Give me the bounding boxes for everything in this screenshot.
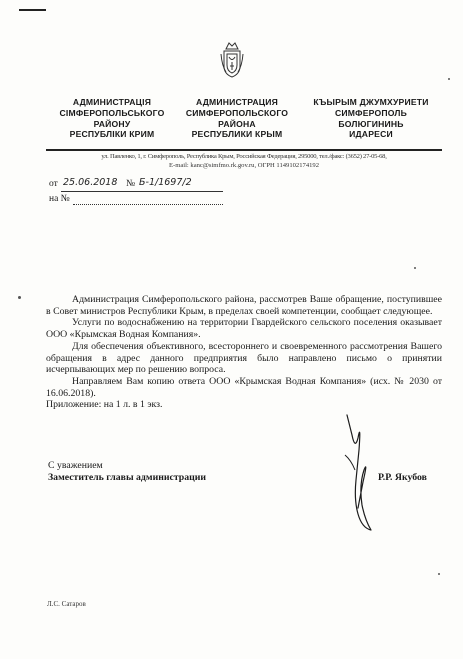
header-divider (46, 149, 442, 151)
closing-position: Заместитель главы администрации (48, 472, 207, 483)
header-right-line: ИДАРЕСИ (349, 129, 393, 140)
header-left-line: РАЙОНУ (93, 118, 131, 129)
reg-date-row (49, 179, 289, 193)
reg-number-handwritten: Б-1/1697/2 (139, 177, 192, 188)
scan-speck (18, 296, 21, 299)
scan-mark (19, 9, 46, 11)
contacts-line-1: ул. Павленко, 1, г. Симферополь, Республика Крым, Российская Федерация, 295000, тел./факс: (3652) 27-05-68, (101, 153, 387, 160)
reg-date-handwritten: 25.06.2018 (63, 177, 118, 188)
letter-body (46, 294, 442, 411)
body-paragraph-4: Направляем Вам копию ответа ООО «Крымская Водная Компания» (исх. № 2030 от 16.06.2018). (46, 375, 442, 399)
scan-speck (438, 573, 440, 575)
header-right-line: КЪЫРЫМ ДЖУМХУРИЕТИ (313, 97, 429, 107)
closing-name: Р.Р. Якубов (378, 472, 427, 483)
header-right-block (301, 97, 441, 140)
reg-number-label: № (126, 179, 136, 189)
header-center-line: АДМИНИСТРАЦИЯ (195, 97, 279, 107)
header-left-line: РЕСПУБЛІКИ КРИМ (69, 129, 155, 140)
body-attachment: Приложение: на 1 л. в 1 экз. (46, 399, 163, 411)
header-center-block (175, 97, 299, 140)
signature (325, 410, 380, 535)
header-left-line: СІМФЕРОПОЛЬСЬКОГО (59, 107, 165, 118)
scan-speck (414, 267, 416, 269)
body-paragraph-1: Администрация Симферопольского района, рассмотрев Ваше обращение, поступившее в Совет министров Республики Крым, в пределах своей компетенции, сообщает следующее. (46, 294, 442, 317)
reg-incoming-row (49, 194, 289, 208)
contacts-line-2: E-mail: kanc@simfmo.rk.gov.ru, ОГРН 1149102174192 (168, 162, 320, 169)
executor-name: Л.С. Сатаров (47, 600, 86, 608)
reg-from-label: от (49, 179, 58, 189)
header-right-line: БОЛЮГИНИНЬ (338, 118, 404, 129)
header-left-line: АДМИНИСТРАЦIЯ (72, 97, 152, 107)
reg-date-underline (61, 191, 223, 192)
header-center-line: РАЙОНА (218, 118, 256, 129)
header-right-line: СИМФЕРОПОЛЬ (335, 107, 407, 118)
scan-speck (448, 78, 450, 80)
closing-regards: С уважением (48, 460, 103, 471)
reg-incoming-underline (73, 204, 223, 205)
header-center-line: СИМФЕРОПОЛЬСКОГО (185, 107, 289, 118)
body-paragraph-2: Услуги по водоснабжению на территории Гвардейского сельского поселения оказывает ООО «Крымская Водная Компания». (46, 317, 442, 341)
coat-of-arms-emblem (220, 40, 244, 80)
body-paragraph-3: Для обеспечения объективного, всестороннего и своевременного рассмотрения Вашего обращения в адрес данного предприятия было направлено письмо о принятии исчерпывающих мер по решению вопроса. (46, 340, 442, 376)
reg-incoming-label: на № (49, 194, 70, 204)
header-center-line: РЕСПУБЛИКИ КРЫМ (191, 129, 283, 140)
header-left-block (48, 97, 176, 140)
